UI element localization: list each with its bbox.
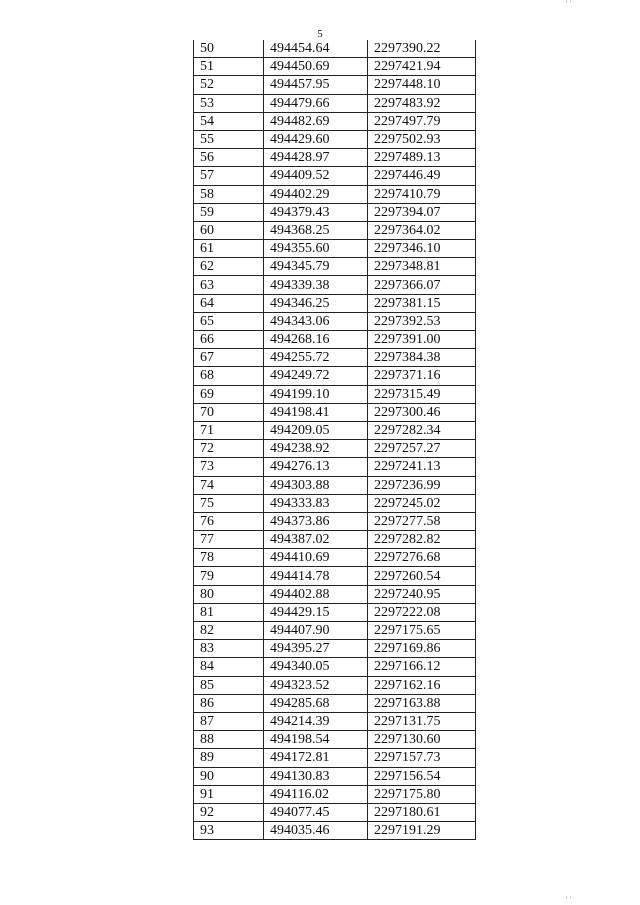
x-coordinate-cell: 494429.15 bbox=[264, 603, 368, 621]
y-coordinate-cell: 2297384.38 bbox=[368, 349, 476, 367]
table-row bbox=[194, 640, 476, 658]
point-number-cell: 65 bbox=[194, 312, 264, 330]
point-number-cell: 59 bbox=[194, 203, 264, 221]
y-coordinate-cell: 2297175.65 bbox=[368, 622, 476, 640]
x-coordinate-cell: 494238.92 bbox=[264, 440, 368, 458]
point-number-cell: 85 bbox=[194, 676, 264, 694]
y-coordinate-cell: 2297497.79 bbox=[368, 112, 476, 130]
y-coordinate-cell: 2297130.60 bbox=[368, 731, 476, 749]
table-row bbox=[194, 440, 476, 458]
table-row bbox=[194, 694, 476, 712]
y-coordinate-cell: 2297391.00 bbox=[368, 331, 476, 349]
y-coordinate-cell: 2297489.13 bbox=[368, 149, 476, 167]
point-number-cell: 68 bbox=[194, 367, 264, 385]
table-row bbox=[194, 185, 476, 203]
table-row bbox=[194, 76, 476, 94]
y-coordinate-cell: 2297163.88 bbox=[368, 694, 476, 712]
point-number-cell: 72 bbox=[194, 440, 264, 458]
y-coordinate-cell: 2297282.82 bbox=[368, 531, 476, 549]
table-row bbox=[194, 331, 476, 349]
point-number-cell: 60 bbox=[194, 221, 264, 239]
y-coordinate-cell: 2297448.10 bbox=[368, 76, 476, 94]
y-coordinate-cell: 2297348.81 bbox=[368, 258, 476, 276]
table-row bbox=[194, 549, 476, 567]
point-number-cell: 55 bbox=[194, 130, 264, 148]
point-number-cell: 75 bbox=[194, 494, 264, 512]
table-row bbox=[194, 385, 476, 403]
y-coordinate-cell: 2297236.99 bbox=[368, 476, 476, 494]
x-coordinate-cell: 494198.54 bbox=[264, 731, 368, 749]
point-number-cell: 52 bbox=[194, 76, 264, 94]
point-number-cell: 79 bbox=[194, 567, 264, 585]
x-coordinate-cell: 494379.43 bbox=[264, 203, 368, 221]
table-row bbox=[194, 658, 476, 676]
table-row bbox=[194, 112, 476, 130]
x-coordinate-cell: 494198.41 bbox=[264, 403, 368, 421]
table-row bbox=[194, 312, 476, 330]
point-number-cell: 78 bbox=[194, 549, 264, 567]
y-coordinate-cell: 2297245.02 bbox=[368, 494, 476, 512]
table-row bbox=[194, 676, 476, 694]
point-number-cell: 69 bbox=[194, 385, 264, 403]
x-coordinate-cell: 494345.79 bbox=[264, 258, 368, 276]
table-row bbox=[194, 458, 476, 476]
table-row bbox=[194, 494, 476, 512]
table-row bbox=[194, 221, 476, 239]
y-coordinate-cell: 2297131.75 bbox=[368, 712, 476, 730]
x-coordinate-cell: 494130.83 bbox=[264, 767, 368, 785]
table-row bbox=[194, 712, 476, 730]
y-coordinate-cell: 2297180.61 bbox=[368, 803, 476, 821]
point-number-cell: 61 bbox=[194, 240, 264, 258]
point-number-cell: 53 bbox=[194, 94, 264, 112]
y-coordinate-cell: 2297175.80 bbox=[368, 785, 476, 803]
x-coordinate-cell: 494395.27 bbox=[264, 640, 368, 658]
point-number-cell: 93 bbox=[194, 822, 264, 840]
table-row bbox=[194, 622, 476, 640]
x-coordinate-cell: 494346.25 bbox=[264, 294, 368, 312]
point-number-cell: 57 bbox=[194, 167, 264, 185]
y-coordinate-cell: 2297364.02 bbox=[368, 221, 476, 239]
point-number-cell: 64 bbox=[194, 294, 264, 312]
x-coordinate-cell: 494402.29 bbox=[264, 185, 368, 203]
point-number-cell: 63 bbox=[194, 276, 264, 294]
y-coordinate-cell: 2297191.29 bbox=[368, 822, 476, 840]
page-number: 5 bbox=[317, 28, 323, 40]
point-number-cell: 91 bbox=[194, 785, 264, 803]
point-number-cell: 92 bbox=[194, 803, 264, 821]
table-row bbox=[194, 785, 476, 803]
point-number-cell: 70 bbox=[194, 403, 264, 421]
point-number-cell: 51 bbox=[194, 58, 264, 76]
y-coordinate-cell: 2297260.54 bbox=[368, 567, 476, 585]
point-number-cell: 82 bbox=[194, 622, 264, 640]
table-row bbox=[194, 294, 476, 312]
table-row bbox=[194, 349, 476, 367]
y-coordinate-cell: 2297222.08 bbox=[368, 603, 476, 621]
x-coordinate-cell: 494387.02 bbox=[264, 531, 368, 549]
x-coordinate-cell: 494249.72 bbox=[264, 367, 368, 385]
y-coordinate-cell: 2297257.27 bbox=[368, 440, 476, 458]
y-coordinate-cell: 2297394.07 bbox=[368, 203, 476, 221]
point-number-cell: 83 bbox=[194, 640, 264, 658]
x-coordinate-cell: 494414.78 bbox=[264, 567, 368, 585]
x-coordinate-cell: 494454.64 bbox=[264, 40, 368, 58]
table-row bbox=[194, 203, 476, 221]
y-coordinate-cell: 2297169.86 bbox=[368, 640, 476, 658]
point-number-cell: 77 bbox=[194, 531, 264, 549]
point-number-cell: 90 bbox=[194, 767, 264, 785]
point-number-cell: 67 bbox=[194, 349, 264, 367]
y-coordinate-cell: 2297421.94 bbox=[368, 58, 476, 76]
point-number-cell: 84 bbox=[194, 658, 264, 676]
table-row bbox=[194, 149, 476, 167]
x-coordinate-cell: 494035.46 bbox=[264, 822, 368, 840]
y-coordinate-cell: 2297276.68 bbox=[368, 549, 476, 567]
x-coordinate-cell: 494199.10 bbox=[264, 385, 368, 403]
point-number-cell: 58 bbox=[194, 185, 264, 203]
table-row bbox=[194, 58, 476, 76]
point-number-cell: 76 bbox=[194, 512, 264, 530]
x-coordinate-cell: 494410.69 bbox=[264, 549, 368, 567]
y-coordinate-cell: 2297282.34 bbox=[368, 421, 476, 439]
table-row bbox=[194, 822, 476, 840]
x-coordinate-cell: 494276.13 bbox=[264, 458, 368, 476]
x-coordinate-cell: 494077.45 bbox=[264, 803, 368, 821]
table-row bbox=[194, 603, 476, 621]
point-number-cell: 87 bbox=[194, 712, 264, 730]
point-number-cell: 62 bbox=[194, 258, 264, 276]
x-coordinate-cell: 494172.81 bbox=[264, 749, 368, 767]
y-coordinate-cell: 2297502.93 bbox=[368, 130, 476, 148]
point-number-cell: 80 bbox=[194, 585, 264, 603]
table-row bbox=[194, 276, 476, 294]
x-coordinate-cell: 494333.83 bbox=[264, 494, 368, 512]
y-coordinate-cell: 2297166.12 bbox=[368, 658, 476, 676]
x-coordinate-cell: 494323.52 bbox=[264, 676, 368, 694]
y-coordinate-cell: 2297483.92 bbox=[368, 94, 476, 112]
table-row bbox=[194, 94, 476, 112]
table-row bbox=[194, 803, 476, 821]
point-number-cell: 66 bbox=[194, 331, 264, 349]
point-number-cell: 56 bbox=[194, 149, 264, 167]
table-row bbox=[194, 767, 476, 785]
table-row bbox=[194, 531, 476, 549]
x-coordinate-cell: 494482.69 bbox=[264, 112, 368, 130]
table-row bbox=[194, 240, 476, 258]
x-coordinate-cell: 494340.05 bbox=[264, 658, 368, 676]
y-coordinate-cell: 2297371.16 bbox=[368, 367, 476, 385]
y-coordinate-cell: 2297240.95 bbox=[368, 585, 476, 603]
table-row bbox=[194, 130, 476, 148]
table-row bbox=[194, 567, 476, 585]
table-row bbox=[194, 585, 476, 603]
x-coordinate-cell: 494303.88 bbox=[264, 476, 368, 494]
y-coordinate-cell: 2297241.13 bbox=[368, 458, 476, 476]
coordinates-table-body bbox=[194, 40, 476, 840]
table-row bbox=[194, 421, 476, 439]
y-coordinate-cell: 2297392.53 bbox=[368, 312, 476, 330]
point-number-cell: 88 bbox=[194, 731, 264, 749]
x-coordinate-cell: 494355.60 bbox=[264, 240, 368, 258]
x-coordinate-cell: 494407.90 bbox=[264, 622, 368, 640]
x-coordinate-cell: 494209.05 bbox=[264, 421, 368, 439]
x-coordinate-cell: 494409.52 bbox=[264, 167, 368, 185]
y-coordinate-cell: 2297410.79 bbox=[368, 185, 476, 203]
x-coordinate-cell: 494373.86 bbox=[264, 512, 368, 530]
y-coordinate-cell: 2297390.22 bbox=[368, 40, 476, 58]
point-number-cell: 71 bbox=[194, 421, 264, 439]
x-coordinate-cell: 494343.06 bbox=[264, 312, 368, 330]
point-number-cell: 54 bbox=[194, 112, 264, 130]
x-coordinate-cell: 494116.02 bbox=[264, 785, 368, 803]
point-number-cell: 89 bbox=[194, 749, 264, 767]
x-coordinate-cell: 494402.88 bbox=[264, 585, 368, 603]
y-coordinate-cell: 2297162.16 bbox=[368, 676, 476, 694]
y-coordinate-cell: 2297381.15 bbox=[368, 294, 476, 312]
corner-scan-mark-bottom: ' ' bbox=[566, 895, 572, 905]
x-coordinate-cell: 494428.97 bbox=[264, 149, 368, 167]
point-number-cell: 50 bbox=[194, 40, 264, 58]
y-coordinate-cell: 2297157.73 bbox=[368, 749, 476, 767]
table-row bbox=[194, 167, 476, 185]
x-coordinate-cell: 494268.16 bbox=[264, 331, 368, 349]
x-coordinate-cell: 494255.72 bbox=[264, 349, 368, 367]
table-row bbox=[194, 258, 476, 276]
x-coordinate-cell: 494214.39 bbox=[264, 712, 368, 730]
table-row bbox=[194, 40, 476, 58]
table-row bbox=[194, 731, 476, 749]
x-coordinate-cell: 494429.60 bbox=[264, 130, 368, 148]
table-row bbox=[194, 512, 476, 530]
point-number-cell: 81 bbox=[194, 603, 264, 621]
x-coordinate-cell: 494457.95 bbox=[264, 76, 368, 94]
point-number-cell: 86 bbox=[194, 694, 264, 712]
y-coordinate-cell: 2297156.54 bbox=[368, 767, 476, 785]
x-coordinate-cell: 494339.38 bbox=[264, 276, 368, 294]
y-coordinate-cell: 2297315.49 bbox=[368, 385, 476, 403]
table-row bbox=[194, 476, 476, 494]
x-coordinate-cell: 494479.66 bbox=[264, 94, 368, 112]
y-coordinate-cell: 2297277.58 bbox=[368, 512, 476, 530]
table-row bbox=[194, 749, 476, 767]
point-number-cell: 74 bbox=[194, 476, 264, 494]
table-row bbox=[194, 367, 476, 385]
table-row bbox=[194, 403, 476, 421]
y-coordinate-cell: 2297366.07 bbox=[368, 276, 476, 294]
y-coordinate-cell: 2297346.10 bbox=[368, 240, 476, 258]
x-coordinate-cell: 494285.68 bbox=[264, 694, 368, 712]
x-coordinate-cell: 494450.69 bbox=[264, 58, 368, 76]
coordinates-table bbox=[193, 40, 476, 840]
y-coordinate-cell: 2297300.46 bbox=[368, 403, 476, 421]
corner-scan-mark: ' ' bbox=[566, 0, 572, 9]
point-number-cell: 73 bbox=[194, 458, 264, 476]
y-coordinate-cell: 2297446.49 bbox=[368, 167, 476, 185]
x-coordinate-cell: 494368.25 bbox=[264, 221, 368, 239]
